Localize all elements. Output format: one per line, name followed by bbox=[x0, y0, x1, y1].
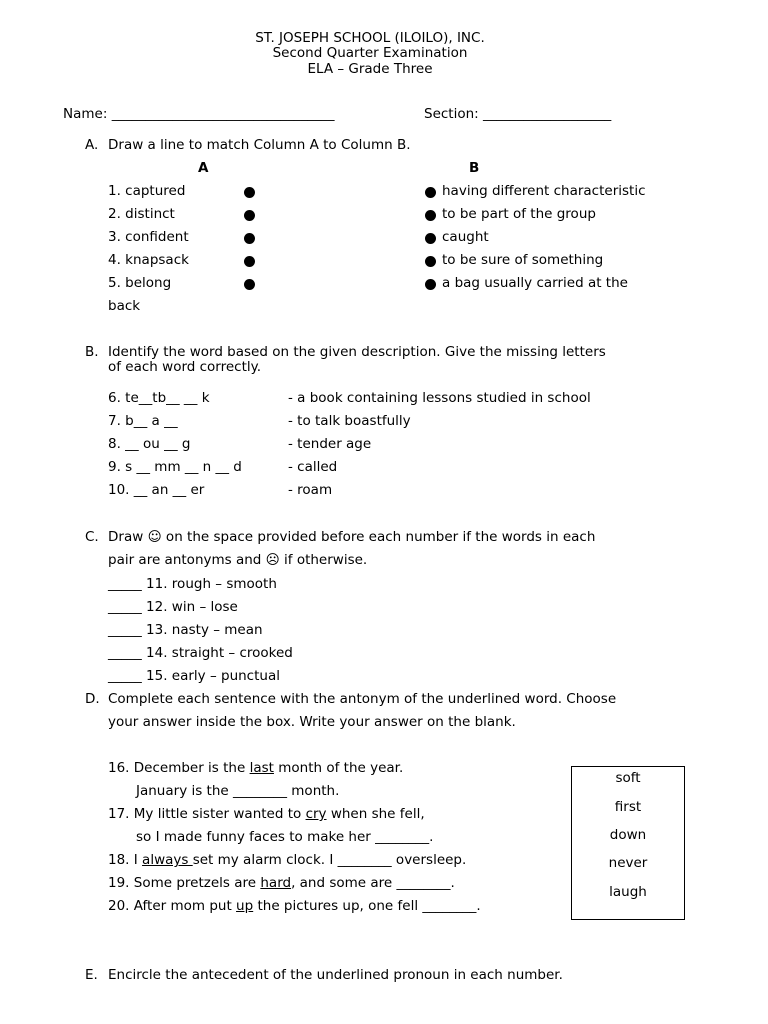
sentence-text: the pictures up, one fell ________. bbox=[253, 898, 481, 914]
word-description: - a book containing lessons studied in school bbox=[288, 390, 591, 406]
word-choice: soft bbox=[615, 770, 641, 786]
match-right-2: to be part of the group bbox=[442, 206, 596, 222]
match-right-4: to be sure of something bbox=[442, 252, 604, 268]
word-description: - roam bbox=[288, 482, 333, 498]
section-label: Section: bbox=[424, 106, 479, 122]
name-label: Name: bbox=[63, 106, 108, 122]
part-b-instruction-2: of each word correctly. bbox=[108, 359, 262, 375]
underlined-word: hard bbox=[260, 875, 292, 891]
sentence-17-line2: so I made funny faces to make her ________. bbox=[136, 829, 434, 845]
match-left-3: 3. confident bbox=[108, 229, 189, 245]
bullet-dot-icon bbox=[244, 210, 255, 221]
missing-letters-word: 7. b__ a __ bbox=[108, 413, 178, 429]
sentence-text: month of the year. bbox=[273, 760, 404, 776]
antonym-pair-item: _____ 15. early – punctual bbox=[108, 668, 280, 684]
bullet-dot-icon bbox=[425, 233, 436, 244]
bullet-dot-icon bbox=[244, 233, 255, 244]
name-field bbox=[63, 106, 334, 122]
missing-letters-word: 9. s __ mm __ n __ d bbox=[108, 459, 242, 475]
match-wrap-text: back bbox=[108, 298, 141, 314]
match-left-5: 5. belong bbox=[108, 275, 172, 291]
sentence-text: , and some are ________. bbox=[291, 875, 455, 891]
bullet-dot-icon bbox=[425, 256, 436, 267]
antonym-pair-item: _____ 14. straight – crooked bbox=[108, 645, 293, 661]
underlined-word: up bbox=[236, 898, 254, 914]
word-choice: first bbox=[614, 799, 642, 815]
missing-letters-word: 8. __ ou __ g bbox=[108, 436, 191, 452]
part-e-instruction: Encircle the antecedent of the underlined pronoun in each number. bbox=[108, 967, 563, 983]
word-description: - to talk boastfully bbox=[288, 413, 411, 429]
section-blank: ___________________ bbox=[483, 106, 612, 122]
bullet-dot-icon bbox=[244, 279, 255, 290]
sentence-text: when she fell, bbox=[326, 806, 425, 822]
word-description: - tender age bbox=[288, 436, 372, 452]
exam-title: Second Quarter Examination bbox=[272, 45, 468, 61]
part-a-instruction: Draw a line to match Column A to Column B. bbox=[108, 137, 411, 153]
sentence-text: 19. Some pretzels are bbox=[108, 875, 261, 891]
part-a-letter: A. bbox=[85, 137, 99, 153]
sentence-18 bbox=[108, 852, 466, 868]
instruction-text: if otherwise. bbox=[279, 552, 368, 568]
section-field bbox=[424, 106, 611, 122]
part-c-instruction-2 bbox=[108, 552, 367, 568]
part-b-letter: B. bbox=[85, 344, 99, 360]
word-choice-box bbox=[571, 766, 685, 920]
match-right-1: having different characteristic bbox=[442, 183, 646, 199]
word-choice: never bbox=[608, 855, 648, 871]
frowning-face-icon: ☹ bbox=[265, 552, 280, 568]
part-d-instruction-1: Complete each sentence with the antonym of the underlined word. Choose bbox=[108, 691, 617, 707]
part-d-letter: D. bbox=[85, 691, 100, 707]
sentence-text: 18. I bbox=[108, 852, 143, 868]
sentence-text: 17. My little sister wanted to bbox=[108, 806, 306, 822]
match-left-4: 4. knapsack bbox=[108, 252, 189, 268]
match-right-3: caught bbox=[442, 229, 489, 245]
bullet-dot-icon bbox=[244, 256, 255, 267]
smiley-face-icon: ☺ bbox=[147, 529, 162, 545]
sentence-16-line2: January is the ________ month. bbox=[136, 783, 340, 799]
instruction-text: Draw bbox=[108, 529, 148, 545]
bullet-dot-icon bbox=[425, 279, 436, 290]
word-description: - called bbox=[288, 459, 338, 475]
bullet-dot-icon bbox=[425, 187, 436, 198]
bullet-dot-icon bbox=[425, 210, 436, 221]
sentence-17 bbox=[108, 806, 425, 822]
match-left-1: 1. captured bbox=[108, 183, 186, 199]
antonym-pair-item: _____ 13. nasty – mean bbox=[108, 622, 263, 638]
word-choice: down bbox=[609, 827, 647, 843]
part-c-instruction-1 bbox=[108, 529, 595, 545]
match-left-2: 2. distinct bbox=[108, 206, 175, 222]
sentence-20 bbox=[108, 898, 481, 914]
missing-letters-word: 10. __ an __ er bbox=[108, 482, 205, 498]
sentence-19 bbox=[108, 875, 455, 891]
underlined-word: always bbox=[142, 852, 193, 868]
missing-letters-word: 6. te__tb__ __ k bbox=[108, 390, 210, 406]
part-c-letter: C. bbox=[85, 529, 99, 545]
underlined-word: cry bbox=[305, 806, 327, 822]
name-blank: _________________________________ bbox=[111, 106, 335, 122]
sentence-text: set my alarm clock. I ________ oversleep. bbox=[192, 852, 467, 868]
subject-title: ELA – Grade Three bbox=[307, 61, 433, 77]
column-b-header: B bbox=[469, 160, 480, 176]
sentence-text: 20. After mom put bbox=[108, 898, 237, 914]
bullet-dot-icon bbox=[244, 187, 255, 198]
sentence-16 bbox=[108, 760, 403, 776]
match-right-5: a bag usually carried at the bbox=[442, 275, 628, 291]
school-name: ST. JOSEPH SCHOOL (ILOILO), INC. bbox=[255, 30, 485, 46]
part-d-instruction-2: your answer inside the box. Write your answer on the blank. bbox=[108, 714, 516, 730]
instruction-text: on the space provided before each number if the words in each bbox=[161, 529, 596, 545]
antonym-pair-item: _____ 12. win – lose bbox=[108, 599, 238, 615]
part-e-letter: E. bbox=[85, 967, 98, 983]
instruction-text: pair are antonyms and bbox=[108, 552, 266, 568]
underlined-word: last bbox=[249, 760, 274, 776]
part-b-instruction-1: Identify the word based on the given description. Give the missing letters bbox=[108, 344, 606, 360]
antonym-pair-item: _____ 11. rough – smooth bbox=[108, 576, 277, 592]
column-a-header: A bbox=[198, 160, 209, 176]
sentence-text: 16. December is the bbox=[108, 760, 250, 776]
word-choice: laugh bbox=[609, 884, 647, 900]
